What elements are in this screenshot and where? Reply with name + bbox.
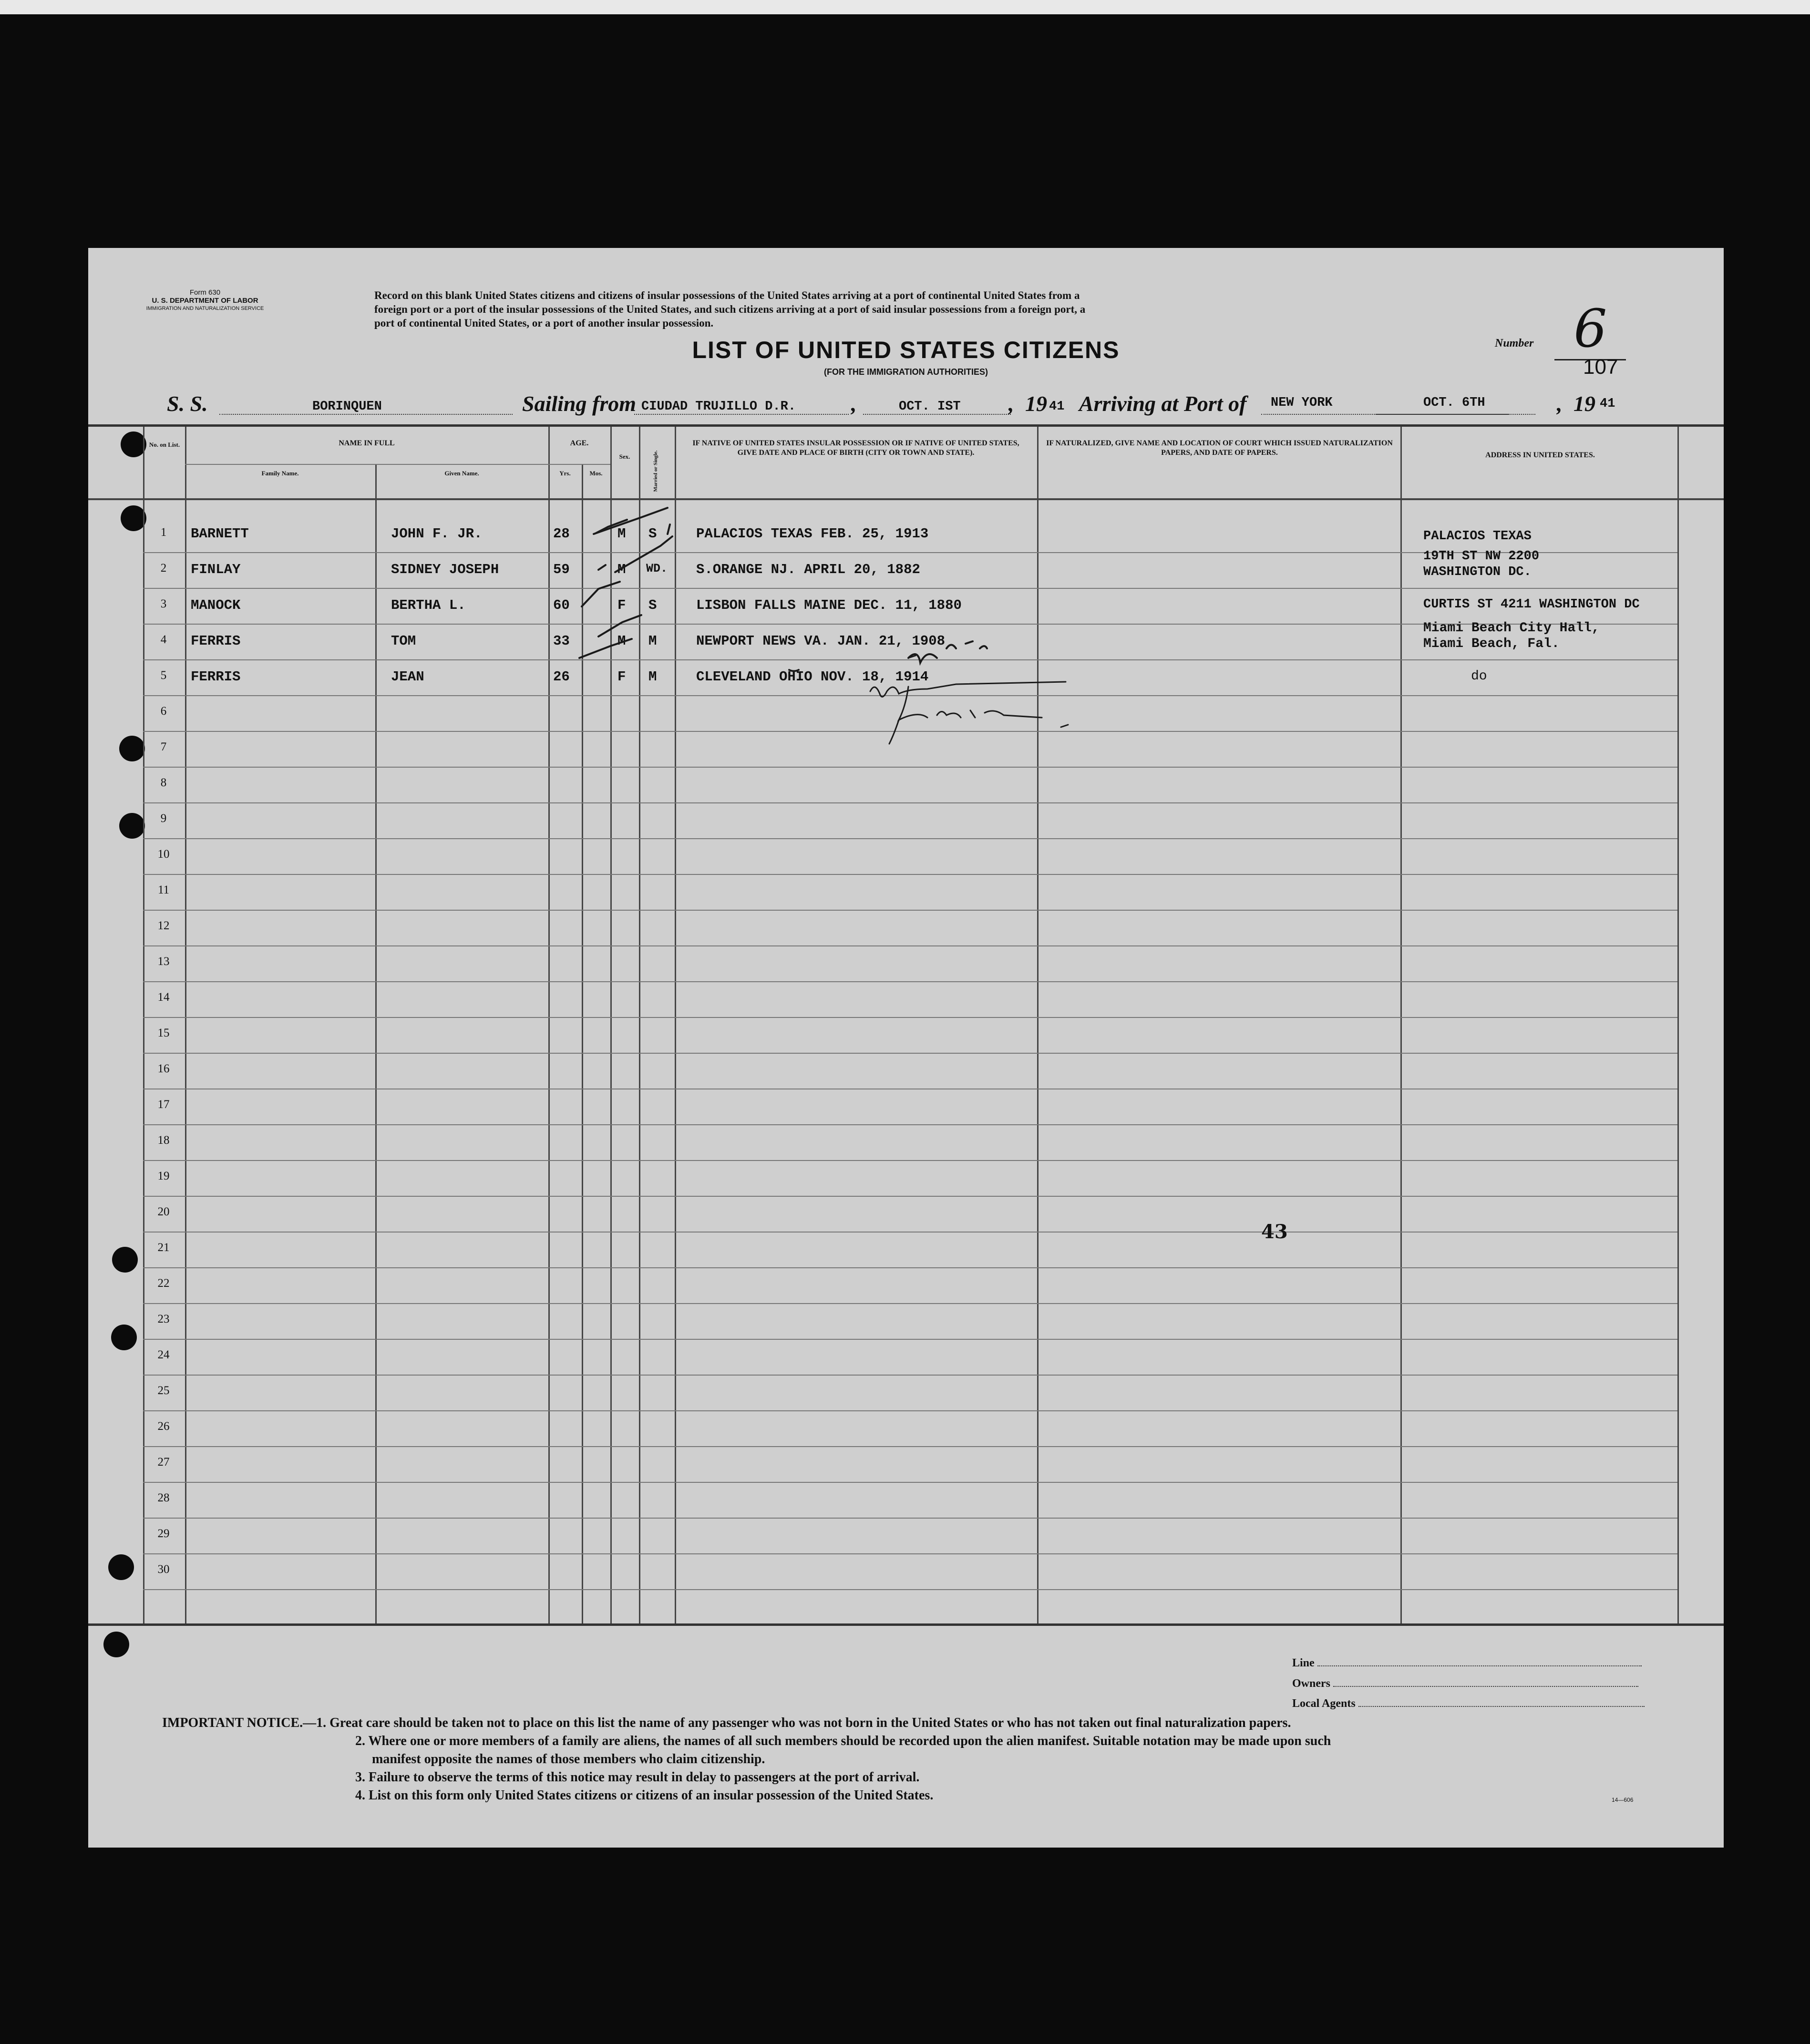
row-rule [143, 1339, 1677, 1340]
marital-status: WD. [646, 562, 668, 575]
row-number: 13 [157, 955, 170, 968]
signature-scribble [908, 641, 987, 663]
row-rule [143, 981, 1677, 982]
signature-scribble [889, 720, 899, 744]
check-mark [615, 536, 672, 572]
record-line-2: foreign port or a port of the insular possessions of the United States, and such citizens arriving at a port of said insular possessions from a foreign port, a [374, 303, 1086, 315]
row-rule [143, 802, 1677, 803]
row-number: 12 [157, 919, 170, 932]
number-value: 6 [1554, 298, 1626, 360]
arrival-date: OCT. 6TH [1423, 396, 1485, 410]
header-no: No. on List. [149, 441, 180, 448]
row-rule [143, 1232, 1677, 1233]
row-number: 20 [157, 1205, 170, 1218]
col-rule [1677, 427, 1679, 1623]
row-rule [143, 1446, 1677, 1447]
row-rule [143, 1267, 1677, 1268]
col-rule [185, 427, 186, 1623]
row-rule [143, 1482, 1677, 1483]
department: U. S. DEPARTMENT OF LABOR [152, 297, 258, 305]
row-number: 15 [157, 1027, 170, 1039]
family-name: MANOCK [191, 597, 241, 613]
service: IMMIGRATION AND NATURALIZATION SERVICE [146, 306, 264, 311]
row-number: 3 [160, 597, 167, 610]
punch-hole [119, 813, 145, 839]
stamp-number: 43 [1261, 1221, 1288, 1243]
col-rule [548, 427, 550, 1623]
row-rule [143, 1410, 1677, 1411]
row-number: 14 [157, 991, 170, 1004]
line-label: Line [1292, 1657, 1315, 1669]
ship-underline [219, 414, 513, 415]
notice-2a: 2. Where one or more members of a family are aliens, the names of all such members should be recorded upon the alien manifest. Suitable notation may be made upon such [355, 1734, 1331, 1748]
signature-scribble [1061, 725, 1068, 727]
sailing-underline [634, 414, 849, 415]
form-subtitle: (FOR THE IMMIGRATION AUTHORITIES) [824, 367, 988, 377]
agents-label: Local Agents [1292, 1697, 1356, 1710]
arrival-year-prefix: 19 [1573, 391, 1595, 416]
age-years: 59 [553, 562, 570, 577]
marital-status: M [648, 633, 657, 649]
punch-hole [119, 736, 145, 761]
row-number: 19 [157, 1170, 170, 1182]
sex: M [617, 633, 626, 649]
row-number: 9 [160, 812, 167, 825]
owners-field [1292, 1677, 1638, 1690]
notice-2b: manifest opposite the names of those members who claim citizenship. [372, 1752, 765, 1767]
notice-3: 3. Failure to observe the terms of this notice may result in delay to passengers at the port of arrival. [355, 1770, 920, 1785]
signature-scribble [870, 682, 1066, 697]
punch-hole [108, 1554, 134, 1580]
marital-status: M [648, 669, 657, 685]
punch-hole [111, 1325, 137, 1350]
arrival-date-underline [1376, 414, 1509, 415]
comma: , [1008, 391, 1014, 416]
header-family-name: Family Name. [261, 470, 299, 477]
handwritten-marks [565, 505, 1185, 772]
form-number: Form 630 [189, 288, 221, 297]
agents-blank [1358, 1706, 1645, 1707]
row-number: 26 [157, 1420, 170, 1433]
header-yrs: Yrs. [559, 470, 571, 477]
age-years: 33 [553, 633, 570, 649]
comma: , [851, 391, 857, 416]
age-years: 26 [553, 669, 570, 685]
given-name: JOHN F. JR. [391, 526, 483, 542]
record-instructions [374, 288, 1085, 330]
header-age: AGE. [570, 439, 589, 447]
marital-status: S [648, 597, 657, 613]
sailing-date-underline [863, 414, 1011, 415]
birth-place-date: NEWPORT NEWS VA. JAN. 21, 1908 [696, 633, 946, 649]
arrival-year: 41 [1600, 397, 1615, 411]
family-name: FERRIS [191, 633, 241, 649]
signature-scribble [789, 670, 799, 671]
notice-4: 4. List on this form only United States citizens or citizens of an insular possession of the United States. [355, 1788, 934, 1803]
address-line-2: WASHINGTON DC. [1423, 565, 1532, 579]
sailing-from: CIUDAD TRUJILLO D.R. [641, 400, 796, 414]
row-number: 21 [157, 1241, 170, 1254]
row-rule [143, 1518, 1677, 1519]
row-number: 28 [157, 1491, 170, 1504]
age-years: 60 [553, 597, 570, 613]
address: do [1471, 669, 1487, 684]
punch-hole [112, 1247, 138, 1273]
row-rule [143, 874, 1677, 875]
notice-1: 1. Great care should be taken not to place on this list the name of any passenger who was not born in the United States or who has not taken out final naturalization papers. [316, 1715, 1291, 1730]
header-mos: Mos. [589, 470, 603, 477]
record-line-3: port of continental United States, or a port of another insular possession. [374, 317, 714, 329]
row-rule [143, 1124, 1677, 1125]
sex: F [617, 597, 626, 613]
row-number: 10 [157, 848, 170, 861]
arriving-label: Arriving at Port of [1079, 391, 1247, 416]
check-mark [594, 508, 668, 534]
row-rule [143, 838, 1677, 839]
row-number: 29 [157, 1527, 170, 1540]
address: PALACIOS TEXAS [1423, 529, 1532, 544]
row-number: 4 [160, 633, 167, 646]
number-label: Number [1495, 337, 1534, 349]
row-number: 18 [157, 1134, 170, 1147]
form-title: LIST OF UNITED STATES CITIZENS [692, 337, 1120, 363]
header-given-name: Given Name. [444, 470, 479, 477]
header-address: ADDRESS IN UNITED STATES. [1485, 451, 1595, 459]
signature-scribble [899, 687, 1042, 720]
comma: , [1557, 391, 1563, 416]
row-rule [143, 945, 1677, 946]
form-id-block [145, 288, 265, 313]
form-page [88, 248, 1724, 1848]
check-mark [579, 639, 632, 658]
col-rule [1400, 427, 1402, 1623]
print-code: 14—606 [1612, 1797, 1634, 1803]
punch-hole [121, 431, 146, 457]
page-number: 107 [1583, 355, 1618, 379]
given-name: SIDNEY JOSEPH [391, 562, 499, 577]
row-number: 30 [157, 1563, 170, 1576]
family-name: FERRIS [191, 669, 241, 685]
age-header-rule [548, 464, 610, 465]
age-years: 28 [553, 526, 570, 542]
name-header-rule [185, 464, 548, 465]
row-rule [143, 1196, 1677, 1197]
check-mark [668, 524, 670, 534]
header-naturalized: IF NATURALIZED, GIVE NAME AND LOCATION OF COURT WHICH ISSUED NATURALIZATION PAPERS, AND DATE OF PAPERS. [1046, 439, 1393, 457]
sex: F [617, 669, 626, 685]
row-number: 27 [157, 1456, 170, 1469]
address-line-2: Miami Beach, Fal. [1423, 637, 1560, 651]
address: Miami Beach City Hall, [1423, 621, 1600, 636]
check-mark [582, 582, 620, 606]
birth-place-date: LISBON FALLS MAINE DEC. 11, 1880 [696, 597, 962, 613]
address: 19TH ST NW 2200 [1423, 549, 1540, 564]
row-rule [143, 1053, 1677, 1054]
row-number: 1 [160, 526, 167, 539]
row-rule [143, 1589, 1677, 1590]
table-bottom-border [88, 1623, 1724, 1626]
given-name: BERTHA L. [391, 597, 466, 613]
row-number: 6 [160, 705, 167, 718]
sailing-year: 41 [1049, 400, 1065, 414]
marital-status: S [648, 526, 657, 542]
row-rule [143, 1553, 1677, 1554]
row-number: 11 [157, 883, 170, 896]
header-rule [88, 498, 1724, 500]
important-notice [162, 1714, 1331, 1805]
row-number: 17 [157, 1098, 170, 1111]
row-number: 2 [160, 562, 167, 575]
sex: M [617, 526, 626, 542]
port: NEW YORK [1271, 396, 1333, 410]
col-rule [143, 427, 144, 1623]
row-rule [143, 910, 1677, 911]
line-blank [1317, 1665, 1642, 1666]
line-field [1292, 1657, 1642, 1670]
row-number: 25 [157, 1384, 170, 1397]
row-rule [143, 1017, 1677, 1018]
row-number: 24 [157, 1348, 170, 1361]
sailing-year-prefix: 19 [1025, 391, 1047, 416]
row-number: 8 [160, 776, 167, 789]
check-mark [598, 565, 606, 570]
birth-place-date: PALACIOS TEXAS FEB. 25, 1913 [696, 526, 929, 542]
row-rule [143, 1375, 1677, 1376]
birth-place-date: S.ORANGE NJ. APRIL 20, 1882 [696, 562, 920, 577]
family-name: FINLAY [191, 562, 241, 577]
row-number: 16 [157, 1062, 170, 1075]
header-sex: Sex. [619, 453, 630, 460]
row-rule [143, 1303, 1677, 1304]
notice-line-1 [162, 1714, 1331, 1732]
ship-name: BORINQUEN [312, 400, 382, 414]
row-number: 5 [160, 669, 167, 682]
sailing-date: OCT. IST [899, 400, 961, 414]
family-name: BARNETT [191, 526, 249, 542]
punch-hole [103, 1632, 129, 1657]
record-line-1: Record on this blank United States citizens and citizens of insular possessions of the United States arriving at a port of continental United States from a [374, 289, 1080, 301]
row-number: 7 [160, 740, 167, 753]
header-name-in-full: NAME IN FULL [339, 439, 395, 447]
header-married: Married or Single. [653, 450, 658, 492]
address: CURTIS ST 4211 WASHINGTON DC [1423, 597, 1640, 612]
row-rule [143, 1160, 1677, 1161]
sailing-label: Sailing from [522, 391, 637, 416]
notice-title: IMPORTANT NOTICE.— [162, 1715, 317, 1730]
row-number: 23 [157, 1313, 170, 1325]
given-name: TOM [391, 633, 416, 649]
given-name: JEAN [391, 669, 424, 685]
row-number: 22 [157, 1277, 170, 1290]
ss-label: S. S. [167, 391, 208, 416]
sex: M [617, 562, 626, 577]
owners-blank [1333, 1686, 1638, 1687]
birth-place-date: CLEVELAND OHIO NOV. 18, 1914 [696, 669, 929, 685]
check-mark [598, 615, 641, 637]
col-rule [375, 465, 377, 1623]
agents-field [1292, 1697, 1645, 1710]
header-birth: IF NATIVE OF UNITED STATES INSULAR POSSESSION OR IF NATIVE OF UNITED STATES, GIVE DATE AND PLACE OF BIRTH (CITY OR TOWN AND STATE). [692, 439, 1019, 457]
punch-hole [121, 505, 146, 531]
scan-top-edge [0, 0, 1810, 14]
owners-label: Owners [1292, 1677, 1330, 1690]
table-top-border [88, 424, 1724, 427]
